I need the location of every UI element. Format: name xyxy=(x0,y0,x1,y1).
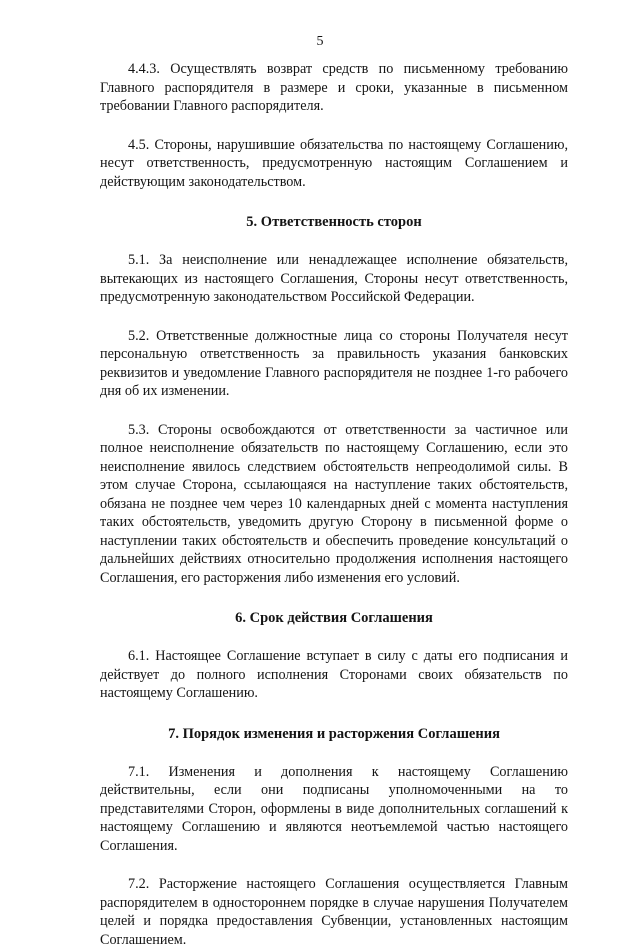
paragraph-4-4-3: 4.4.3. Осуществлять возврат средств по письменному требованию Главного распорядителя в размере и сроки, указанные в письменном требовании Главного распорядителя. xyxy=(100,61,568,114)
document-body xyxy=(100,60,568,949)
page-number: 5 xyxy=(316,34,324,49)
paragraph-6-1: 6.1. Настоящее Соглашение вступает в силу с даты его подписания и действует до полного исполнения Сторонами своих обязательств по настоящему Соглашению. xyxy=(100,648,568,701)
paragraph-5-1: 5.1. За неисполнение или ненадлежащее исполнение обязательств, вытекающих из настоящего Соглашения, Стороны несут ответственность, предусмотренную законодательством Российской Федерации. xyxy=(100,252,568,305)
section-7-heading: 7. Порядок изменения и расторжения Соглашения xyxy=(168,725,500,742)
paragraph-7-1: 7.1. Изменения и дополнения к настоящему Соглашению действительны, если они подписаны уполномоченными на то представителями Сторон, оформлены в виде дополнительных соглашений к настоящему Соглашению и являются неотъемлемой частью настоящего Соглашения. xyxy=(100,763,568,854)
paragraph-7-2: 7.2. Расторжение настоящего Соглашения осуществляется Главным распорядителем в одностороннем порядке в случае нарушения Получателем целей и порядка предоставления Субвенции, установленных настоящим Соглашением. xyxy=(100,876,568,948)
section-6-heading: 6. Срок действия Соглашения xyxy=(235,610,433,626)
section-5-heading: 5. Ответственность сторон xyxy=(246,214,422,230)
paragraph-4-5: 4.5. Стороны, нарушившие обязательства по настоящему Соглашению, несут ответственность, предусмотренную настоящим Соглашением и действующим законодательством. xyxy=(100,136,568,190)
paragraph-5-2: 5.2. Ответственные должностные лица со стороны Получателя несут персональную ответственность за правильность указания банковских реквизитов и уведомление Главного распорядителя не позднее 1-го рабочего дня об их изменении. xyxy=(100,327,568,399)
paragraph-5-3: 5.3. Стороны освобождаются от ответственности за частичное или полное неисполнение обязательств по настоящему Соглашению, если это неисполнение явилось следствием обстоятельств непреодолимой силы. В этом случае Сторона, ссылающаяся на наступление таких обстоятельств, обязана не позднее чем через 10 календарных дней с момента наступления таких обстоятельств, уведомить другую Сторону в письменной форме о наступлении таких обстоятельств и обеспечить проведение консультаций о дальнейших действиях относительно продолжения исполнения настоящего Соглашения, его расторжения либо изменения его условий. xyxy=(100,421,568,586)
